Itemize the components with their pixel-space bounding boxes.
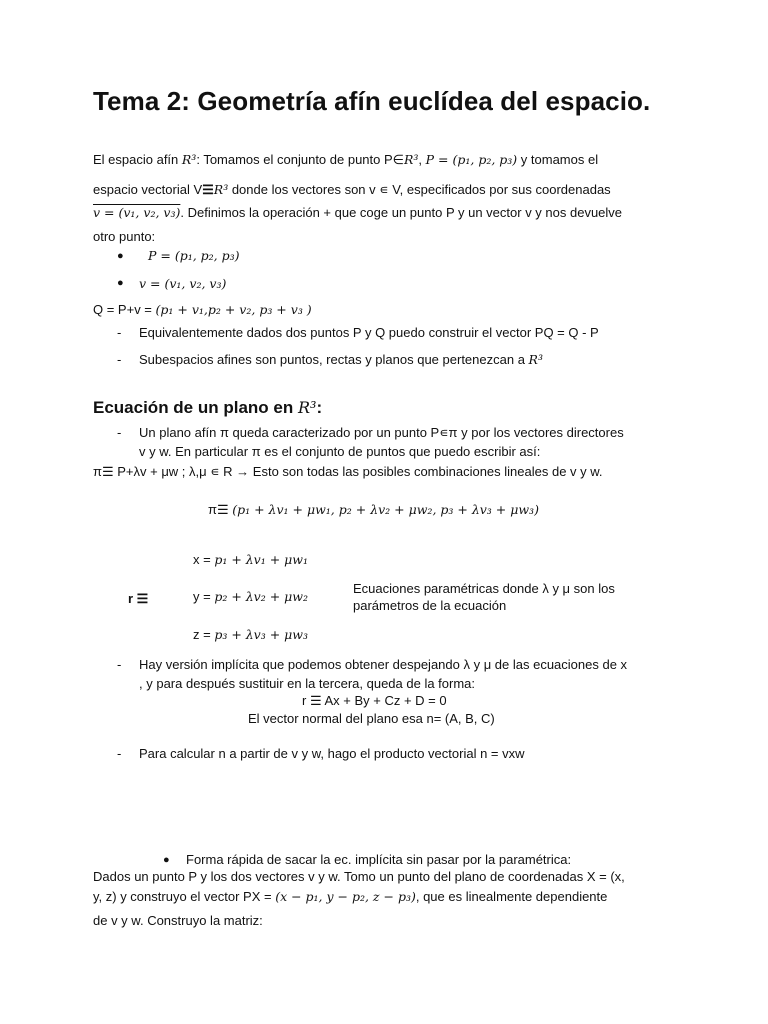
x-expression: p₁ + λv₁ + μw₁ [214,552,309,567]
param-y [193,589,308,604]
bullet-vector-def: v = (v₁, v₂, v₃) [139,276,227,291]
implicit-equation: r ☰ Ax + By + Cz + D = 0 [302,693,447,708]
pi-expression: (p₁ + λv₁ + μw₁, p₂ + λv₂ + μw₂, p₃ + λv₃ + μw₃) [232,502,539,517]
dash-icon: - [117,746,122,761]
bullet-point-def: P = (p₁, p₂, p₃) [148,248,240,263]
math-r3: R³ [213,182,229,197]
dash-icon: - [117,657,122,672]
intro-text: . Definimos la operación + que coge un punto P y un vector v y nos devuelve [180,205,623,220]
px-expression: (x − p₁, y − p₂, z − p₃) [275,889,416,904]
normal-vector-line: El vector normal del plano esa n= (A, B, C) [248,711,495,726]
intro-line-2 [93,182,611,198]
x-label: x = [193,552,215,567]
y-label: y = [193,589,215,604]
dash-item-pq: Equivalentemente dados dos puntos P y Q puedo construir el vector PQ = Q - P [139,325,599,340]
dash-icon: - [117,425,122,440]
bullet-point-icon: ● [163,854,170,866]
intro-line-1 [93,152,598,168]
line-text: , que es linealmente dependiente [415,889,608,904]
triple-bar-symbol: ☰ [202,182,214,197]
q-expression: (p₁ + v₁,p₂ + v₂, p₃ + v₃ ) [155,302,312,317]
dash-item-subspaces [139,352,543,367]
page-title: Tema 2: Geometría afín euclídea del espacio. [93,86,651,116]
param-z [193,627,308,642]
heading-colon: : [316,398,323,417]
y-expression: p₂ + λv₂ + μw₂ [214,589,309,604]
dash-icon: - [117,352,122,367]
math-vector-def: v = (v₁, v₂, v₃) [93,205,181,220]
intro-text: donde los vectores son v ∊ V, especificados por sus coordenadas [228,182,611,197]
cross-product-line: Para calcular n a partir de v y w, hago el producto vectorial n = vxw [139,746,525,761]
math-r3: R³ [297,398,317,417]
bullet-point-icon: ● [117,277,124,289]
param-x [193,552,308,567]
quick-method-bullet: Forma rápida de sacar la ec. implícita sin pasar por la paramétrica: [186,852,572,867]
z-label: z = [193,627,215,642]
q-label: Q = P+v = [93,302,156,317]
intro-text: : Tomamos el conjunto de punto P∈ [196,152,404,167]
quick-method-line-3: de v y w. Construyo la matriz: [93,913,263,928]
plane-definition-line-1: Un plano afín π queda caracterizado por un punto P∊π y por los vectores directores [139,425,624,440]
math-point-def: P = (p₁, p₂, p₃) [425,152,518,167]
intro-line-3 [93,205,622,220]
section-heading-plane [93,398,322,418]
pi-label: π☰ [208,502,233,517]
plane-point-equation [208,502,539,518]
math-r3: R³ [181,152,197,167]
math-r3: R³ [403,152,419,167]
param-note-2: parámetros de la ecuación [353,598,507,613]
r-label: r ☰ [128,591,149,606]
intro-text: espacio vectorial V [93,182,203,197]
z-expression: p₃ + λv₃ + μw₃ [214,627,309,642]
intro-text: y tomamos el [517,152,599,167]
dash-icon: - [117,325,122,340]
quick-method-line-1: Dados un punto P y los dos vectores v y w. Tomo un punto del plano de coordenadas X = (x, [93,869,625,884]
plane-combination-line: π☰ P+λv + μw ; λ,μ ∊ R → Esto son todas las posibles combinaciones lineales de v y w. [93,464,603,479]
q-definition [93,302,312,317]
intro-text: , [418,152,426,167]
implicit-line-2: , y para después sustituir en la tercera, queda de la forma: [139,676,476,691]
math-r3: R³ [528,352,543,367]
quick-method-line-2 [93,889,607,904]
line-text: y, z) y construyo el vector PX = [93,889,276,904]
implicit-line-1: Hay versión implícita que podemos obtener despejando λ y μ de las ecuaciones de x [139,657,628,672]
intro-line-4: otro punto: [93,229,156,244]
param-note-1: Ecuaciones paramétricas donde λ y μ son los [353,581,615,596]
heading-text: Ecuación de un plano en [93,398,298,417]
bullet-point-icon: ● [117,250,124,262]
intro-text: El espacio afín [93,152,182,167]
dash-item-text: Subespacios afines son puntos, rectas y planos que pertenezcan a [139,352,529,367]
plane-definition-line-2: v y w. En particular π es el conjunto de puntos que puedo escribir así: [139,444,541,459]
